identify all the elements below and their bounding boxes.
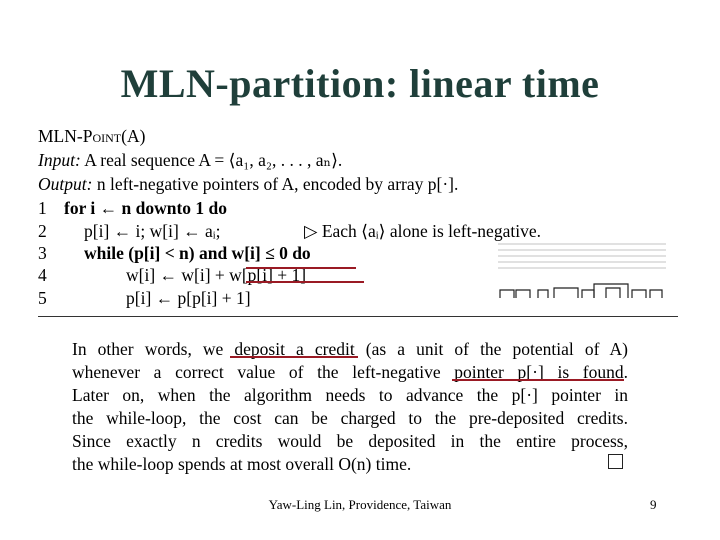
slide-title: MLN-partition: linear time: [120, 61, 600, 106]
algorithm-name-arg: (A): [121, 126, 146, 146]
line-text: w[i] ← w[i] + w[p[i] + 1]: [126, 265, 307, 285]
algorithm-input: [38, 150, 342, 170]
line-text: p[i] ← p[p[i] + 1]: [126, 288, 251, 308]
output-label: Output:: [38, 174, 93, 194]
line-text: while (p[i] < n) and w[i] ≤ 0 do: [84, 243, 311, 263]
paragraph-line-1: In other words, we deposit a credit (as a unit of the potential of A): [72, 339, 628, 359]
line-number: 1: [38, 198, 47, 218]
algorithm-line-5: [38, 288, 251, 308]
line-comment: ▷ Each ⟨aᵢ⟩ alone is left-negative.: [304, 221, 541, 241]
line-text: for i ← n downto 1 do: [64, 198, 228, 218]
input-label: Input:: [38, 150, 81, 170]
algorithm-output: [38, 174, 458, 194]
line-number: 5: [38, 288, 47, 308]
section-divider: [38, 316, 678, 317]
qed-box-icon: [608, 454, 623, 469]
paragraph-line-3: Later on, when the algorithm needs to advance the p[·] pointer in: [72, 385, 628, 405]
algorithm-line-1: [38, 198, 227, 218]
paragraph-underlines: [228, 356, 628, 386]
algorithm-name: [38, 126, 145, 146]
example-figure: [494, 240, 670, 306]
line-number: 4: [38, 265, 47, 285]
paragraph-line-6: the while-loop spends at most overall O(n) time.: [72, 454, 412, 474]
line-number: 2: [38, 221, 47, 241]
input-text: A real sequence A = ⟨a₁, a₂, . . . , aₙ⟩.: [84, 150, 343, 170]
line-text: p[i] ← i; w[i] ← aᵢ;: [84, 221, 221, 241]
red-underline-marks: [246, 256, 366, 286]
algorithm-line-2: [38, 221, 541, 241]
algorithm-name-sc: Point: [82, 126, 122, 146]
algorithm-name-prefix: MLN-: [38, 126, 83, 146]
paragraph-line-2: whenever a correct value of the left-negative pointer p[·] is found.: [72, 362, 628, 382]
output-text: n left-negative pointers of A, encoded by array p[·].: [96, 174, 459, 194]
page-number: 9: [650, 497, 657, 512]
paragraph-line-5: Since exactly n credits would be deposited in the entire process,: [72, 431, 628, 451]
paragraph-line-4: the while-loop, the cost can be charged to the pre-deposited credits.: [72, 408, 628, 428]
slide-footer: Yaw-Ling Lin, Providence, Taiwan: [268, 497, 452, 512]
line-number: 3: [38, 243, 47, 263]
